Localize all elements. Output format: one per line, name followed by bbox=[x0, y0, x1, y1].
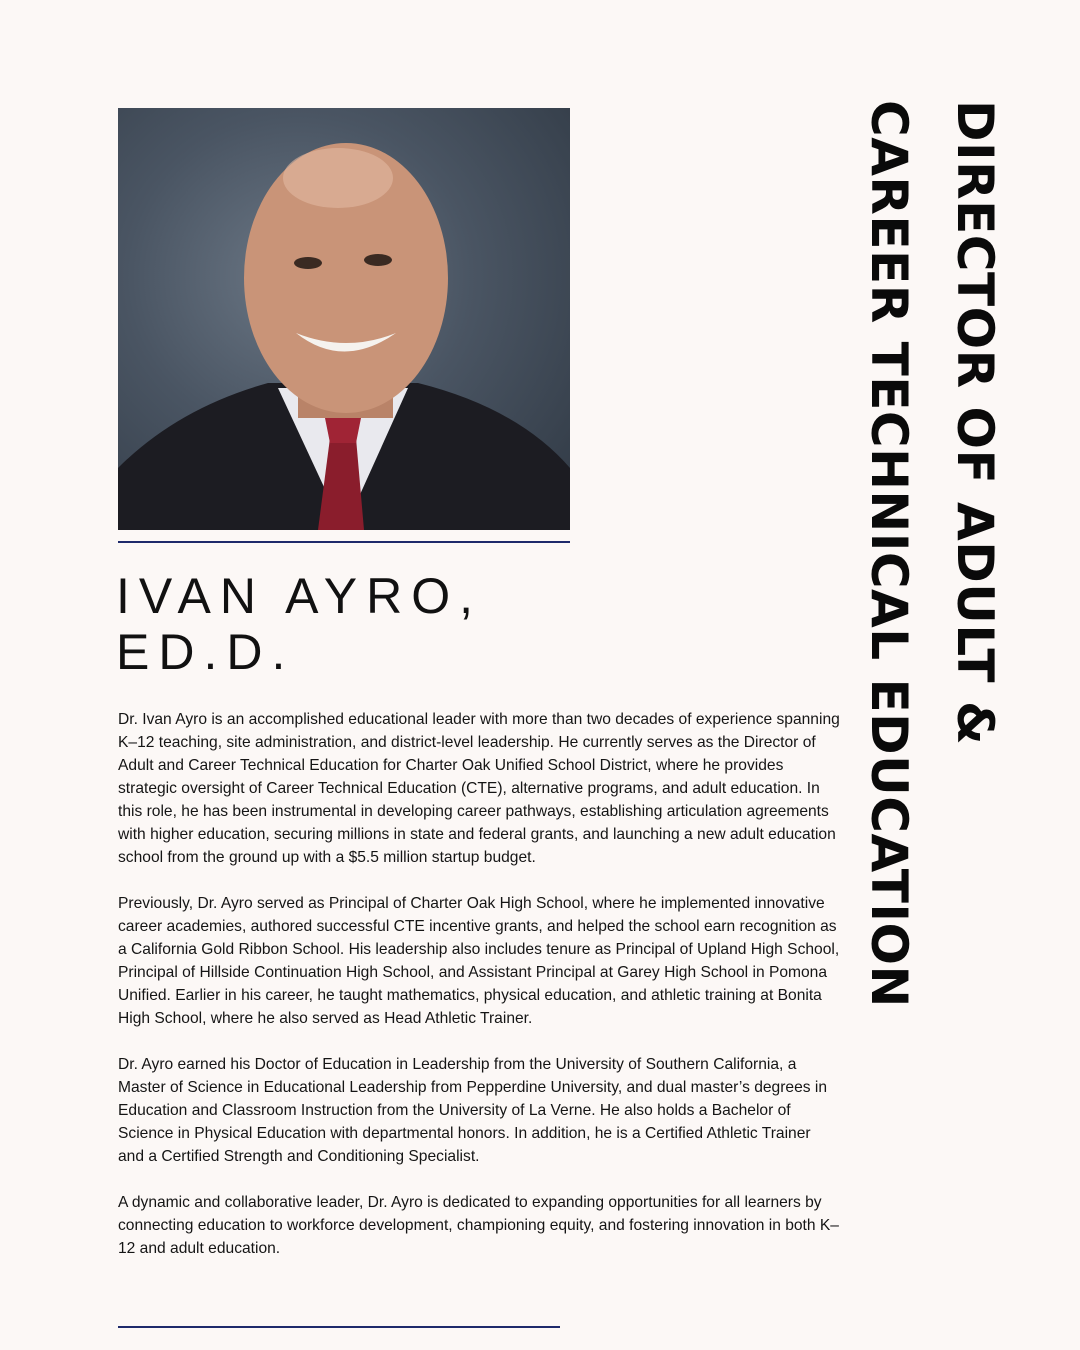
job-title-line-1: DIRECTOR OF ADULT & bbox=[946, 100, 1004, 746]
bio-paragraph: Previously, Dr. Ayro served as Principal of Charter Oak High School, where he implemented innovative career academies, authored successful CTE incentive grants, and helped the school earn recognition as a California Gold Ribbon School. His leadership also includes tenure as Principal of Upland High School, Principal of Hillside Continuation High School, and Assistant Principal at Garey High School in Pomona Unified. Earlier in his career, he taught mathematics, physical education, and athletic training at Bonita High School, where he also served as Head Athletic Trainer. bbox=[118, 895, 840, 1027]
job-title-line-2: CAREER TECHNICAL EDUCATION bbox=[860, 100, 918, 1008]
bio-paragraph: A dynamic and collaborative leader, Dr. Ayro is dedicated to expanding opportunities for all learners by connecting education to workforce development, championing equity, and fostering innovation in both K–12 and adult education. bbox=[118, 1194, 839, 1257]
bio-paragraph: Dr. Ivan Ayro is an accomplished educational leader with more than two decades of experience spanning K–12 teaching, site administration, and district-level leadership. He currently serves as the Director of Adult and Career Technical Education for Charter Oak Unified School District, where he provides strategic oversight of Career Technical Education (CTE), alternative programs, and adult education. In this role, he has been instrumental in developing career pathways, establishing articulation agreements with higher education, securing millions in state and federal grants, and launching a new adult education school from the ground up with a $5.5 million startup budget. bbox=[118, 711, 840, 866]
person-name bbox=[116, 568, 636, 680]
portrait-illustration bbox=[118, 108, 570, 530]
top-divider bbox=[118, 541, 570, 543]
bottom-divider bbox=[118, 1326, 560, 1328]
job-title bbox=[846, 100, 1018, 1220]
name-line-2: ED.D. bbox=[116, 624, 295, 680]
bio-paragraph: Dr. Ayro earned his Doctor of Education in Leadership from the University of Southern California, a Master of Science in Educational Leadership from Pepperdine University, and dual master’s degrees in Education and Classroom Instruction from the University of La Verne. He also holds a Bachelor of Science in Physical Education with departmental honors. In addition, he is a Certified Athletic Trainer and a Certified Strength and Conditioning Specialist. bbox=[118, 1056, 828, 1165]
name-line-1: IVAN AYRO, bbox=[116, 568, 483, 624]
biography bbox=[118, 708, 840, 1283]
portrait-photo bbox=[118, 108, 570, 530]
